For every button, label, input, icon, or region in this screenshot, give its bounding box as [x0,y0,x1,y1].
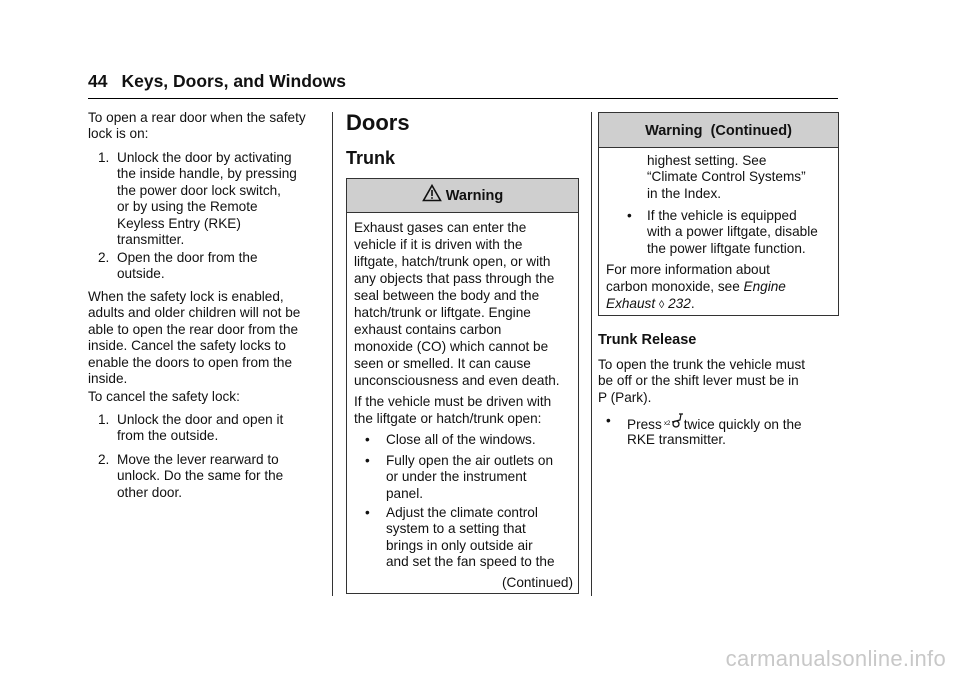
trunk-release-bullet [627,413,802,433]
page-ref-icon: ◊ [658,299,665,311]
warning-header [347,179,578,213]
section-title: Keys, Doors, and Windows [121,71,346,91]
warning-continued-text: highest setting. See “Climate Control Systems” in the Index. [647,153,806,201]
step-number: 2. [98,250,110,265]
cancel-intro: To cancel the safety lock: [88,389,240,404]
step-text: Open the door from the outside. [117,250,258,282]
warning-title: Warning [445,188,504,204]
bullet: • [606,413,611,428]
continued-label: (Continued) [501,575,573,590]
bullet: • [627,208,632,223]
column-divider [332,112,333,596]
trunk-release-bullet-line2: RKE transmitter. [627,432,726,447]
doors-heading: Doors [346,110,410,135]
step-text: Unlock the door and open it from the outside. [117,412,284,444]
reference-page[interactable]: 232 [668,296,691,311]
bullet: • [365,453,370,468]
reference-link[interactable]: Engine Exhaust [606,279,786,311]
twice-text: twice quickly on the [683,417,802,432]
step-text: Move the lever rearward to unlock. Do the same for the other door. [117,452,284,500]
intro-paragraph: To open a rear door when the safety lock is on: [88,110,306,142]
header-rule [88,98,838,99]
step-number: 2. [98,452,110,467]
trunk-release-text: To open the trunk the vehicle must be off or the shift lever must be in P (Park). [598,357,806,405]
period: . [690,296,695,311]
press-text: Press [627,417,662,432]
trunk-release-icon [663,413,683,429]
warning-box [346,178,579,594]
warning-continued-box [598,112,839,316]
warning-bullet: Close all of the windows. [386,432,536,447]
more-info-paragraph [606,261,786,314]
warning-triangle-icon [422,184,442,202]
trunk-release-heading: Trunk Release [598,332,697,348]
bullet: • [365,432,370,447]
column-divider [591,112,592,596]
bullet: • [365,505,370,520]
safety-lock-paragraph: When the safety lock is enabled, adults and older children will not be able to open the rear door from the inside. Cancel the safety locks to enable the doors to open from the inside. [88,289,301,387]
page-header [88,71,346,92]
trunk-heading: Trunk [346,148,396,168]
step-text: Unlock the door by activating the inside handle, by pressing the power door lock switch, or by using the Remote Keyless Entry (RKE) transmitter. [117,150,297,248]
warning-continued-header: Warning (Continued) [599,113,838,148]
step-number: 1. [98,412,110,427]
watermark: carmanualsonline.info [725,646,946,671]
warning-bullet: Adjust the climate control system to a setting that brings in only outside air and set the fan speed to the [386,505,555,570]
more-info-text: For more information about carbon monoxide, see [606,262,770,294]
warning-bullet: Fully open the air outlets on or under the instrument panel. [386,453,554,501]
warning-bullet: If the vehicle is equipped with a power liftgate, disable the power liftgate function. [647,208,818,256]
warning-body: Exhaust gases can enter the vehicle if it is driven with the liftgate, hatch/trunk open, or with any objects that pass through the seal between the body and the hatch/trunk or liftgate. Engine exhaust contains carbon monoxide (CO) which cannot be seen or smelled. It can cause unconsciousness and even death. [354,220,560,388]
page-number: 44 [88,71,108,91]
svg-text:x2: x2 [663,421,671,427]
warning-if-paragraph: If the vehicle must be driven with the liftgate or hatch/trunk open: [354,394,552,426]
step-number: 1. [98,150,110,165]
